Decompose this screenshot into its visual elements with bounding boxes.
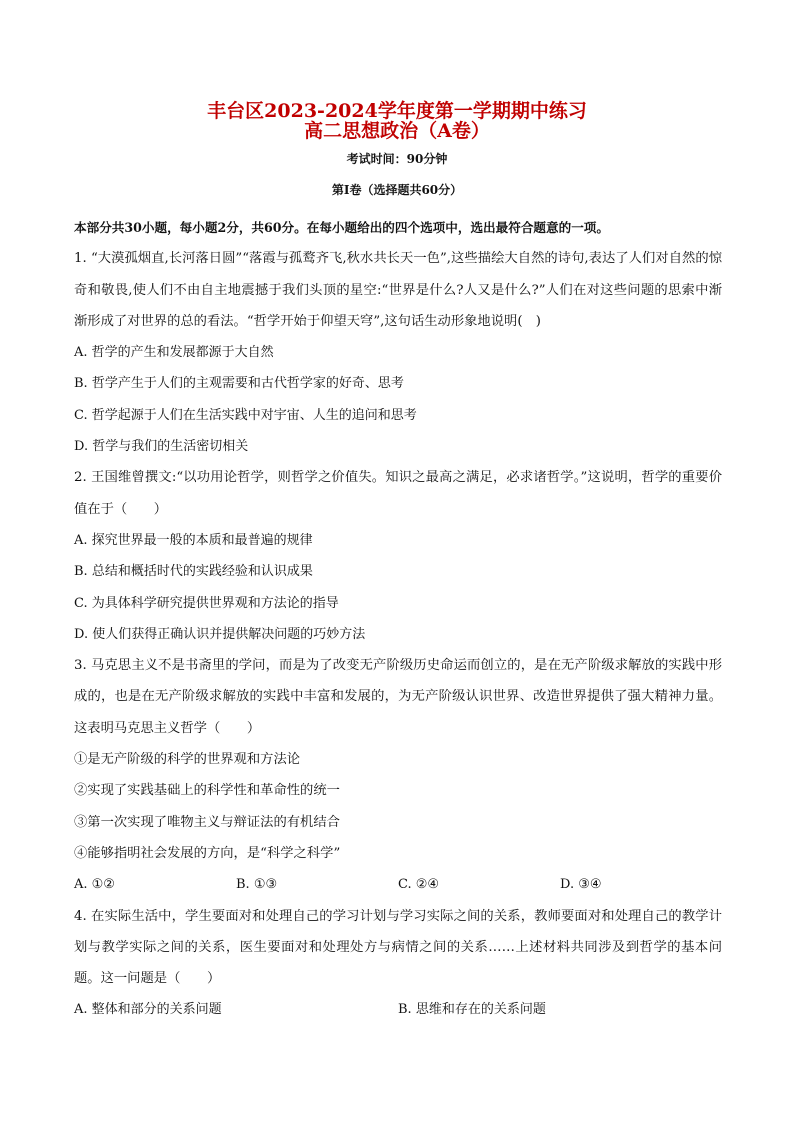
statement-3: ③第一次实现了唯物主义与辩证法的有机结合 (74, 814, 340, 830)
options-row (74, 994, 722, 1025)
statement-1: ①是无产阶级的科学的世界观和方法论 (74, 752, 301, 768)
question-4 (74, 901, 722, 1026)
question-2 (74, 462, 722, 650)
question-3 (74, 650, 722, 900)
option-c[interactable]: C. 哲学起源于人们在生活实践中对宇宙、人生的追问和思考 (74, 407, 417, 423)
question-stem: 2. 王国维曾撰文:“以功用论哲学，则哲学之价值失。知识之最高之满足，必求诸哲学。”这说明，哲学的重要价值在于（ ） (74, 470, 722, 517)
options-row (74, 869, 722, 900)
question-list (74, 212, 722, 1026)
option-a[interactable]: A. 探究世界最一般的本质和最普遍的规律 (74, 532, 313, 548)
option-b[interactable]: B. 哲学产生于人们的主观需要和古代哲学家的好奇、思考 (74, 376, 404, 392)
option-b[interactable]: B. 思维和存在的关系问题 (398, 1002, 546, 1018)
option-c[interactable]: C. ②④ (398, 877, 440, 893)
section-heading: 第Ⅰ卷（选择题共60分） (331, 183, 463, 197)
question-1 (74, 243, 722, 462)
option-d[interactable]: D. 使人们获得正确认识并提供解决问题的巧妙方法 (74, 626, 366, 642)
option-c[interactable]: C. 为具体科学研究提供世界观和方法论的指导 (74, 595, 339, 611)
question-stem: 4. 在实际生活中，学生要面对和处理自己的学习计划与学习实际之间的关系，教师要面对和处理自己的教学计划与教学实际之间的关系，医生要面对和处理处方与病情之间的关系……上述材料共同涉及到哲学的基本问题。这一问题是（ ） (74, 908, 722, 987)
statement-2: ②实现了实践基础上的科学性和革命性的统一 (74, 783, 340, 799)
statement-4: ④能够指明社会发展的方向，是“科学之科学” (74, 845, 341, 861)
option-a[interactable]: A. ①② (74, 877, 115, 893)
exam-time: 考试时间：90分钟 (346, 152, 448, 166)
document-subtitle: 高二思想政治（A卷） (304, 120, 490, 142)
question-stem: 3. 马克思主义不是书斋里的学问，而是为了改变无产阶级历史命运而创立的，是在无产阶级求解放的实践中形成的，也是在无产阶级求解放的实践中丰富和发展的，为无产阶级认识世界、改造世界提供了强大精神力量。这表明马克思主义哲学（ ） (74, 658, 722, 736)
question-stem: 1. “大漠孤烟直,长河落日圆”“落霞与孤鹜齐飞,秋水共长天一色”,这些描绘大自然的诗句,表达了人们对自然的惊奇和敬畏,使人们不由自主地震撼于我们头顶的星空:“世界是什么?人又是什么?”人们在对这些问题的思索中渐渐形成了对世界的总的看法。“哲学开始于仰望天穹”,这句话生动形象地说明( ) (74, 251, 722, 329)
document-title: 丰台区2023-2024学年度第一学期期中练习 (207, 100, 587, 122)
option-b[interactable]: B. ①③ (236, 877, 278, 893)
option-d[interactable]: D. ③④ (560, 877, 602, 893)
option-a[interactable]: A. 整体和部分的关系问题 (74, 1002, 222, 1018)
option-d[interactable]: D. 哲学与我们的生活密切相关 (74, 439, 249, 455)
option-b[interactable]: B. 总结和概括时代的实践经验和认识成果 (74, 564, 313, 580)
instructions: 本部分共30小题，每小题2分，共60分。在每小题给出的四个选项中，选出最符合题意的一项。 (74, 220, 609, 235)
option-a[interactable]: A. 哲学的产生和发展都源于大自然 (74, 345, 274, 361)
